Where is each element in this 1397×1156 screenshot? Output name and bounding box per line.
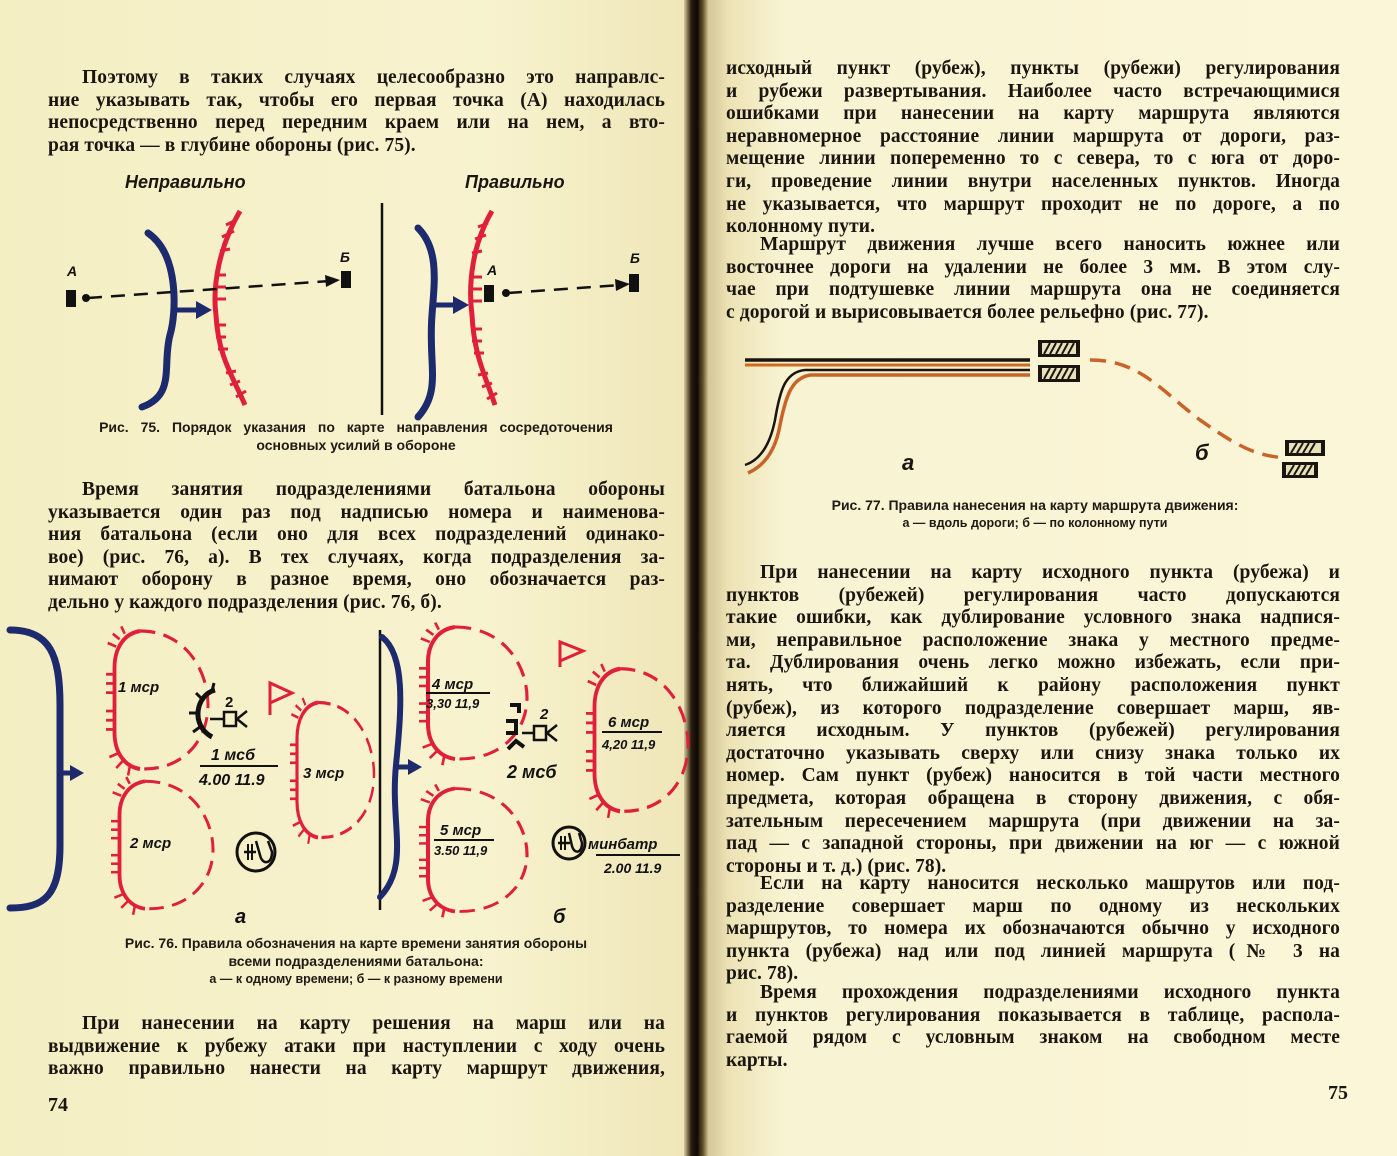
fig75-enemy-line-right xyxy=(418,228,434,417)
fig76b-hq-antenna xyxy=(547,725,557,741)
fig76a-hq-box xyxy=(224,712,236,726)
text-line: предмета, которая обращена в сторону движения, с обя- xyxy=(726,787,1340,809)
right-paragraph-2 xyxy=(726,234,1340,324)
fig76b-flag xyxy=(560,642,583,667)
text-line: стороны и т. д.) (рис. 78). xyxy=(726,855,947,877)
text-line: ми, неправильное расположение знака у местного предме- xyxy=(726,629,1340,651)
fig76a-panel-label: а xyxy=(235,906,247,928)
fig76b-unit-4-time: 3,30 11,9 xyxy=(426,696,480,711)
fig75-point-a-marker-right xyxy=(484,285,494,302)
text-line: и рубежи развертывания. Наиболее часто встречающимися xyxy=(726,80,1340,102)
fig77-caption xyxy=(730,496,1340,532)
figure-76 xyxy=(0,615,684,928)
text-line: гаемой рядом с условным знаком на свободном месте xyxy=(726,1027,1340,1049)
fig77-label-a: а xyxy=(902,450,915,475)
text-line: Маршрут движения лучше всего наносить южнее или xyxy=(760,234,1340,255)
text-line: колонному пути. xyxy=(726,216,876,238)
caption-line: а — к одному времени; б — к разному времени xyxy=(209,972,503,986)
fig76a-unit-1-label: 1 мср xyxy=(118,679,160,696)
text-line: чае при подтушевке линии маршрута она не соединяется xyxy=(726,279,1340,301)
fig76b-mortar-time: 2.00 11.9 xyxy=(604,860,662,876)
fig75-point-a-right: А xyxy=(487,262,498,278)
text-line: Поэтому в таких случаях целесообразно это направлс- xyxy=(82,67,665,88)
fig76b-arrowhead xyxy=(408,759,422,775)
fig75-point-b-marker-left xyxy=(341,271,351,288)
right-paragraph-4 xyxy=(726,873,1340,986)
text-line: Время занятия подразделениями батальона обороны xyxy=(82,479,665,500)
left-paragraph-1 xyxy=(48,67,665,157)
fig76a-mortar-symbol xyxy=(237,833,275,871)
text-line: При нанесении на карту исходного пункта (рубежа) и xyxy=(760,562,1340,583)
fig76a-hq-antenna xyxy=(237,711,247,727)
caption-line: Рис. 75. Порядок указания по карте направления сосредоточения xyxy=(99,419,613,435)
fig75-arrowhead-right xyxy=(453,296,469,314)
fig76a-enemy-bracket xyxy=(10,630,60,908)
fig76a-battalion-name: 1 мсб xyxy=(211,747,255,764)
page-number-right: 75 xyxy=(1328,1082,1348,1104)
text-line: пункта (рубежа) над или под линией маршрута (№ 3 на xyxy=(726,940,1340,962)
text-line: указывается один раз под надписью номера и наименова- xyxy=(48,501,665,523)
fig75-enemy-line-left xyxy=(142,233,174,407)
fig76b-unit-5-label: 5 мср xyxy=(440,822,482,839)
figure-75 xyxy=(40,165,680,415)
fig76a-unit-2-label: 2 мср xyxy=(130,835,172,852)
text-line: рис. 78). xyxy=(726,963,799,985)
text-line: не указывается, что маршрут проходит не по дороге, а по xyxy=(726,193,1340,215)
text-line: ния батальона (если оно для всех подразделений одинако- xyxy=(48,524,665,546)
fig75-defense-line-right xyxy=(471,211,498,405)
text-line: нимают оборону в разное время, оно обозначается раз- xyxy=(48,569,665,591)
fig76a-battalion-time: 4.00 11.9 xyxy=(199,772,265,789)
right-paragraph-5 xyxy=(726,982,1340,1072)
fig75-direction-arrowhead-right xyxy=(615,279,630,291)
text-line: ляется исходным. У пунктов (рубежей) регулирования xyxy=(726,720,1340,742)
text-line: (рубеж), из которого подразделение совершает марш, яв- xyxy=(726,697,1340,719)
book-spine xyxy=(684,0,708,1156)
text-line: восточнее дороги на удалении не более 3 мм. В этом слу- xyxy=(726,256,1340,278)
left-paragraph-2 xyxy=(48,479,665,615)
text-line: ги, проведение линии внутри населенных пунктов. Иногда xyxy=(726,170,1340,192)
fig77-settlement-1 xyxy=(1038,340,1080,382)
fig77-route-along-road xyxy=(748,375,1030,473)
fig75-point-b-left: Б xyxy=(340,249,350,265)
right-paragraph-1 xyxy=(726,58,1340,239)
text-line: выдвижение к рубежу атаки при наступлении с ходу очень xyxy=(48,1035,665,1057)
text-line: мещение линии попеременно то с севера, то с юга от доро- xyxy=(726,148,1340,170)
fig76b-unit-5-time: 3.50 11,9 xyxy=(434,843,488,858)
fig77-settlement-2 xyxy=(1282,440,1325,478)
text-line: та. Дублирования очень легко можно избежать, если при- xyxy=(726,652,1340,674)
text-line: ошибками при нанесении на карту маршрута являются xyxy=(726,103,1340,125)
fig76b-battalion-name: 2 мсб xyxy=(507,762,557,782)
text-line: пунктов (рубежей) регулирования часто допускаются xyxy=(726,584,1340,606)
fig77-column-route xyxy=(1090,360,1285,458)
caption-line: Рис. 76. Правила обозначения на карте времени занятия обороны xyxy=(124,935,588,951)
fig76a-unit-3-label: 3 мср xyxy=(303,765,345,782)
fig75-point-b-marker-right xyxy=(629,274,639,292)
fig76b-mortar-symbol xyxy=(553,827,585,859)
fig76a-battalion-number: 2 xyxy=(225,694,234,711)
text-line: нять, что ближайший к району расположения пункт xyxy=(726,674,1340,696)
page-number-left: 74 xyxy=(48,1094,68,1116)
fig77-road-edge-bottom xyxy=(745,370,1030,465)
fig75-point-a-left: А xyxy=(67,263,78,279)
text-line: рая точка — в глубине обороны (рис. 75). xyxy=(48,134,416,156)
fig76a-flag xyxy=(270,683,292,715)
text-line: Время прохождения подразделениями исходного пункта xyxy=(760,982,1340,1003)
fig75-label-right: Правильно xyxy=(465,172,565,192)
fig75-caption xyxy=(46,418,666,454)
fig76b-unit-6-label: 6 мср xyxy=(608,714,650,731)
fig76b-panel-label: б xyxy=(553,906,566,928)
text-line: зательным пересечением маршрута (при движении на за- xyxy=(726,810,1340,832)
fig76b-unit-4-label: 4 мср xyxy=(432,676,474,693)
text-line: непосредственно перед передним краем или на нем, а вто- xyxy=(48,112,665,134)
text-line: вое) (рис. 76, а). В тех случаях, когда подразделения за- xyxy=(48,546,665,568)
fig77-label-b: б xyxy=(1195,440,1209,465)
left-paragraph-3 xyxy=(48,1013,665,1081)
text-line: маршрутов, то номера их обозначаются обычно у исходного xyxy=(726,918,1340,940)
text-line: и пунктов регулирования показывается в таблице, распола- xyxy=(726,1004,1340,1026)
text-line: неравномерное расстояние линии маршрута от дороги, раз- xyxy=(726,125,1340,147)
fig75-direction-arrowhead-left xyxy=(325,275,340,287)
text-line: карты. xyxy=(726,1049,788,1071)
fig75-defense-line-left xyxy=(215,211,245,405)
text-line: такие ошибки, как дублирование условного знака надпися- xyxy=(726,607,1340,629)
text-line: исходный пункт (рубеж), пункты (рубежи) регулирования xyxy=(726,58,1340,79)
fig76a-arrowhead xyxy=(70,765,84,781)
text-line: важно правильно нанести на карту маршрут движения, xyxy=(48,1058,665,1080)
fig75-direction-line-right xyxy=(508,285,620,293)
right-paragraph-3 xyxy=(726,562,1340,878)
text-line: разделение совершает марш по одному из нескольких xyxy=(726,895,1340,917)
text-line: пад — с западной стороны, при движении на юг — с южной xyxy=(726,833,1340,855)
text-line: достаточно указывать сверху или снизу знака только их xyxy=(726,742,1340,764)
fig75-defense-ticks-left xyxy=(216,221,246,397)
fig76a-unit-1-area xyxy=(106,626,208,775)
fig76b-unit-6-time: 4,20 11,9 xyxy=(602,737,656,752)
text-line: дельно у каждого подразделения (рис. 76, б). xyxy=(48,591,442,613)
text-line: ние указывать так, чтобы его первая точка (А) находилась xyxy=(48,89,665,111)
text-line: Если на карту наносится несколько машрутов или под- xyxy=(760,873,1340,894)
fig76-caption xyxy=(46,934,666,988)
text-line: с дорогой и вырисовывается более рельефно (рис. 77). xyxy=(726,301,1209,323)
fig75-direction-line-left xyxy=(88,281,330,298)
figure-77 xyxy=(730,330,1370,490)
fig76b-hq-box xyxy=(534,726,546,740)
fig75-point-a-marker-left xyxy=(66,290,76,307)
caption-line: а — вдоль дороги; б — по колонному пути xyxy=(902,516,1168,530)
text-line: При нанесении на карту решения на марш или на xyxy=(82,1013,665,1034)
caption-line: основных усилий в обороне xyxy=(256,437,456,453)
fig75-arrowhead-left xyxy=(196,301,212,319)
caption-line: Рис. 77. Правила нанесения на карту маршрута движения: xyxy=(831,497,1239,513)
text-line: номер. Сам пункт (рубеж) наносится в той части местного xyxy=(726,765,1340,787)
fig76b-mortar-name: минбатр xyxy=(588,836,658,853)
fig76b-battalion-number: 2 xyxy=(540,706,549,723)
fig75-point-b-right: Б xyxy=(630,250,640,266)
fig75-label-wrong: Неправильно xyxy=(125,172,246,192)
caption-line: всеми подразделениями батальона: xyxy=(228,953,484,969)
